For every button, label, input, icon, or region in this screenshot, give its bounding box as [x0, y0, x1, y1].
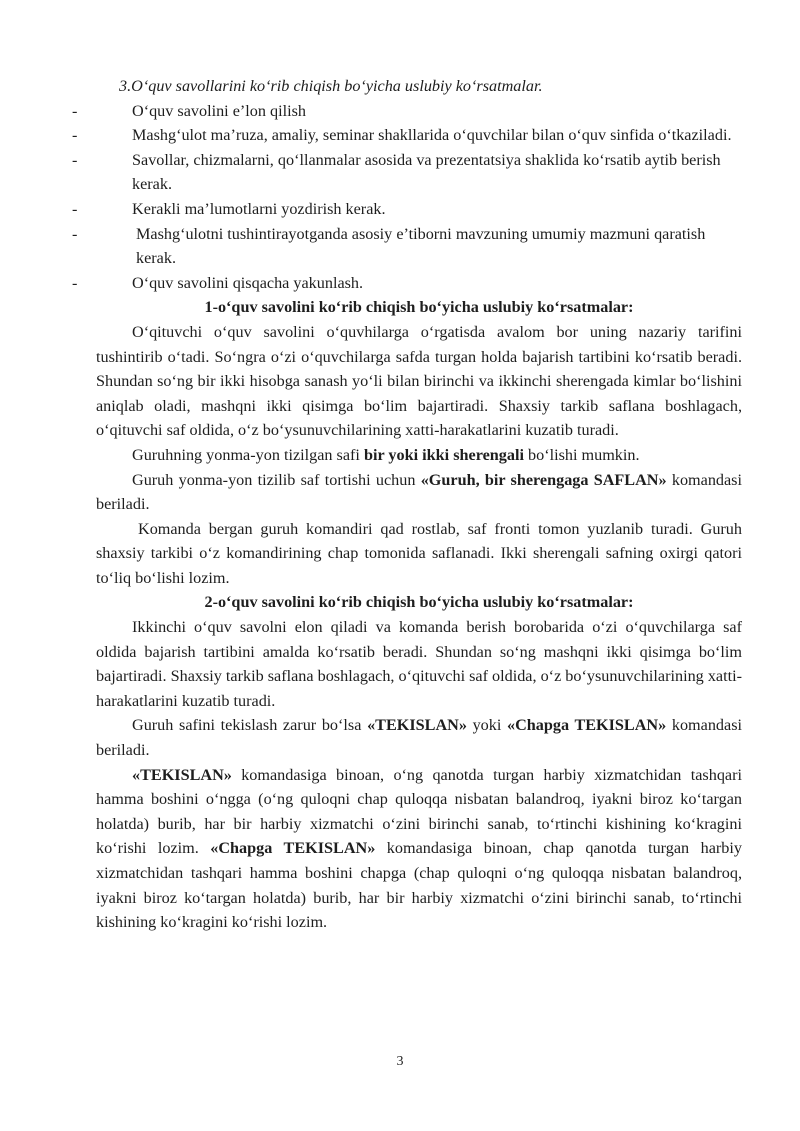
section-1-paragraph-3: Guruh yonma-yon tizilib saf tortishi uchun «Guruh, bir sherengaga SAFLAN» komandasi beriladi. [96, 470, 742, 514]
section-2-title: 2-o‘quv savolini ko‘rib chiqish bo‘yicha uslubiy ko‘rsatmalar: [204, 593, 634, 612]
section-heading: 3.O‘quv savollarini ko‘rib chiqish bo‘yicha uslubiy ko‘rsatmalar. [119, 77, 543, 95]
section-2-paragraph-3: «TEKISLAN» komandasiga binoan, o‘ng qanotda turgan harbiy xizmatchidan tashqari hamma boshini o‘ngga (o‘ng quloqni chap quloqqa nisbatan balandroq, iyakni biroz ko‘targan holatda) burib, har bir harbiy xizmatchi o‘zini birinchi sanab, to‘rtinchi kishining ko‘kragini ko‘rishi lozim. «Chapga TEKISLAN» komandasiga binoan, chap qanotda turgan harbiy xizmatchidan tashqari hamma boshini chapga (chap quloqni o‘ng quloqqa nisbatan balandroq, iyakni biroz ko‘targan holatda) burib, har bir harbiy xizmatchi o‘zini birinchi sanab, to‘rtinchi kishining ko‘kragini ko‘rishi lozim. [96, 765, 742, 932]
list-item: - Mashg‘ulotni tushintirayotganda asosiy e’tiborni mavzuning umumiy mazmuni qaratish kerak. [72, 224, 706, 268]
section-1-paragraph-1: O‘qituvchi o‘quv savolini o‘quvhilarga o‘rgatisda avalom bor uning nazariy tarifini tushintirib o‘tadi. So‘ngra o‘zi o‘quvchilarga safda turgan holda bajarish tartibini ko‘rsatib beradi. Shundan so‘ng bir ikki hisobga sanash yo‘li bilan birinchi va ikkinchi sherengada kimlar bo‘lishini aniqlab oladi, mashqni ikki qisimga bo‘lim bajartiradi. Shaxsiy tarkib saflana boshlagach, o‘qituvchi saf oldida, o‘z bo‘ysunuvchilarining xatti-harakatlarini kuzatib turadi. [96, 322, 742, 440]
section-2-paragraph-1: Ikkinchi o‘quv savolni elon qiladi va komanda berish borobarida o‘zi o‘quvchilarga saf oldida bajarish tartibini amalda ko‘rsatib beradi. Shundan so‘ng mashqni ikki qisimga bo‘lim bajartiradi. Shaxsiy tarkib saflana boshlagach, o‘qituvchi saf oldida, o‘z bo‘ysunuvchilarining xatti-harakatlarini kuzatib turadi. [96, 618, 742, 710]
page-number: 3 [396, 1054, 404, 1069]
list-item: - Kerakli ma’lumotlarni yozdirish kerak. [72, 199, 386, 218]
list-item: - O‘quv savolini qisqacha yakunlash. [72, 273, 364, 292]
section-1-paragraph-4: Komanda bergan guruh komandiri qad rostlab, saf fronti tomon yuzlanib turadi. Guruh shaxsiy tarkibi o‘z komandirining chap tomonida saflanadi. Ikki sherengali safning oxirgi qatori to‘liq bo‘lishi lozim. [96, 519, 742, 587]
list-item: - Savollar, chizmalarni, qo‘llanmalar asosida va prezentatsiya shaklida ko‘rsatib aytib berish kerak. [72, 150, 721, 194]
section-1-paragraph-2: Guruhning yonma-yon tizilgan safi bir yoki ikki sherengali bo‘lishi mumkin. [132, 445, 640, 464]
list-item: - O‘quv savolini e’lon qilish [72, 101, 306, 120]
list-item: - Mashg‘ulot ma’ruza, amaliy, seminar shakllarida o‘quvchilar bilan o‘quv sinfida o‘tkaziladi. [72, 126, 732, 145]
section-1-title: 1-o‘quv savolini ko‘rib chiqish bo‘yicha uslubiy ko‘rsatmalar: [204, 298, 634, 317]
section-2-paragraph-2: Guruh safini tekislash zarur bo‘lsa «TEKISLAN» yoki «Chapga TEKISLAN» komandasi beriladi. [96, 716, 743, 760]
dash-list [72, 99, 742, 296]
